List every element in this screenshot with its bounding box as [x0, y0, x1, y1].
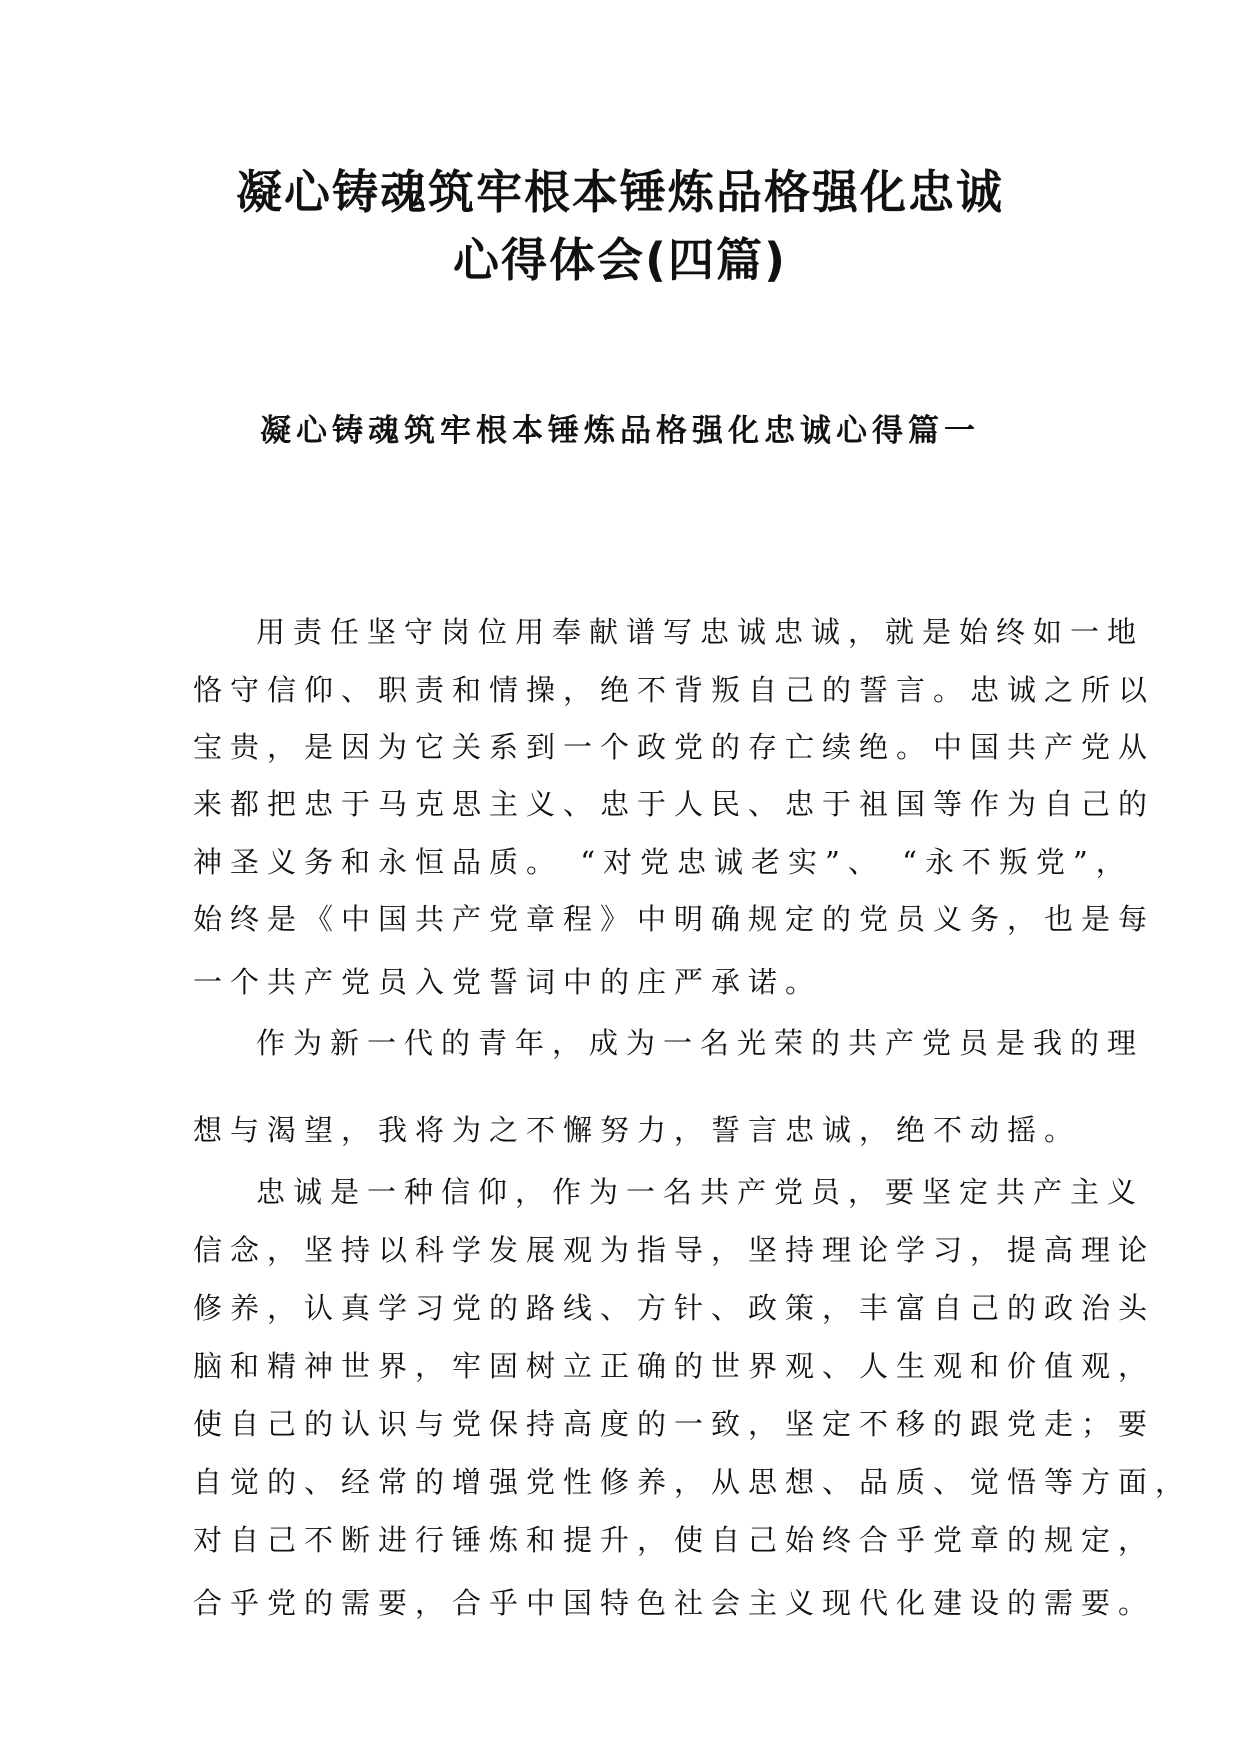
paragraph-line: 忠诚是一种信仰，作为一名共产党员，要坚定共产主义 — [256, 1175, 1145, 1209]
paragraph-line: 一个共产党员入党誓词中的庄严承诺。 — [193, 965, 823, 999]
document-title-line-1: 凝心铸魂筑牢根本锤炼品格强化忠诚 — [236, 165, 1004, 219]
paragraph-line: 神圣义务和永恒品质。 “对党忠诚老实”、 “永不叛党”， — [193, 845, 1133, 879]
paragraph-line: 宝贵，是因为它关系到一个政党的存亡续绝。中国共产党从 — [193, 730, 1156, 764]
document-title-line-2: 心得体会(四篇) — [452, 233, 788, 287]
section-subtitle: 凝心铸魂筑牢根本锤炼品格强化忠诚心得篇一 — [260, 413, 980, 449]
paragraph-line: 用责任坚守岗位用奉献谱写忠诚忠诚，就是始终如一地 — [256, 615, 1145, 649]
paragraph-line: 恪守信仰、职责和情操，绝不背叛自己的誓言。忠诚之所以 — [193, 673, 1156, 707]
paragraph-line: 想与渴望，我将为之不懈努力，誓言忠诚，绝不动摇。 — [193, 1113, 1082, 1147]
paragraph-line: 脑和精神世界，牢固树立正确的世界观、人生观和价值观， — [193, 1349, 1156, 1383]
paragraph-line: 使自己的认识与党保持高度的一致，坚定不移的跟党走；要 — [193, 1407, 1156, 1441]
paragraph-line: 对自己不断进行锤炼和提升，使自己始终合乎党章的规定， — [193, 1523, 1156, 1557]
paragraph-line: 信念，坚持以科学发展观为指导，坚持理论学习，提高理论 — [193, 1233, 1156, 1267]
paragraph-line: 合乎党的需要，合乎中国特色社会主义现代化建设的需要。 — [193, 1586, 1156, 1620]
paragraph-line: 来都把忠于马克思主义、忠于人民、忠于祖国等作为自己的 — [193, 787, 1156, 821]
paragraph-line: 修养，认真学习党的路线、方针、政策，丰富自己的政治头 — [193, 1291, 1156, 1325]
paragraph-line: 始终是《中国共产党章程》中明确规定的党员义务，也是每 — [193, 902, 1156, 936]
paragraph-line: 作为新一代的青年，成为一名光荣的共产党员是我的理 — [256, 1026, 1145, 1060]
paragraph-line: 自觉的、经常的增强党性修养，从思想、品质、觉悟等方面， — [193, 1465, 1193, 1499]
